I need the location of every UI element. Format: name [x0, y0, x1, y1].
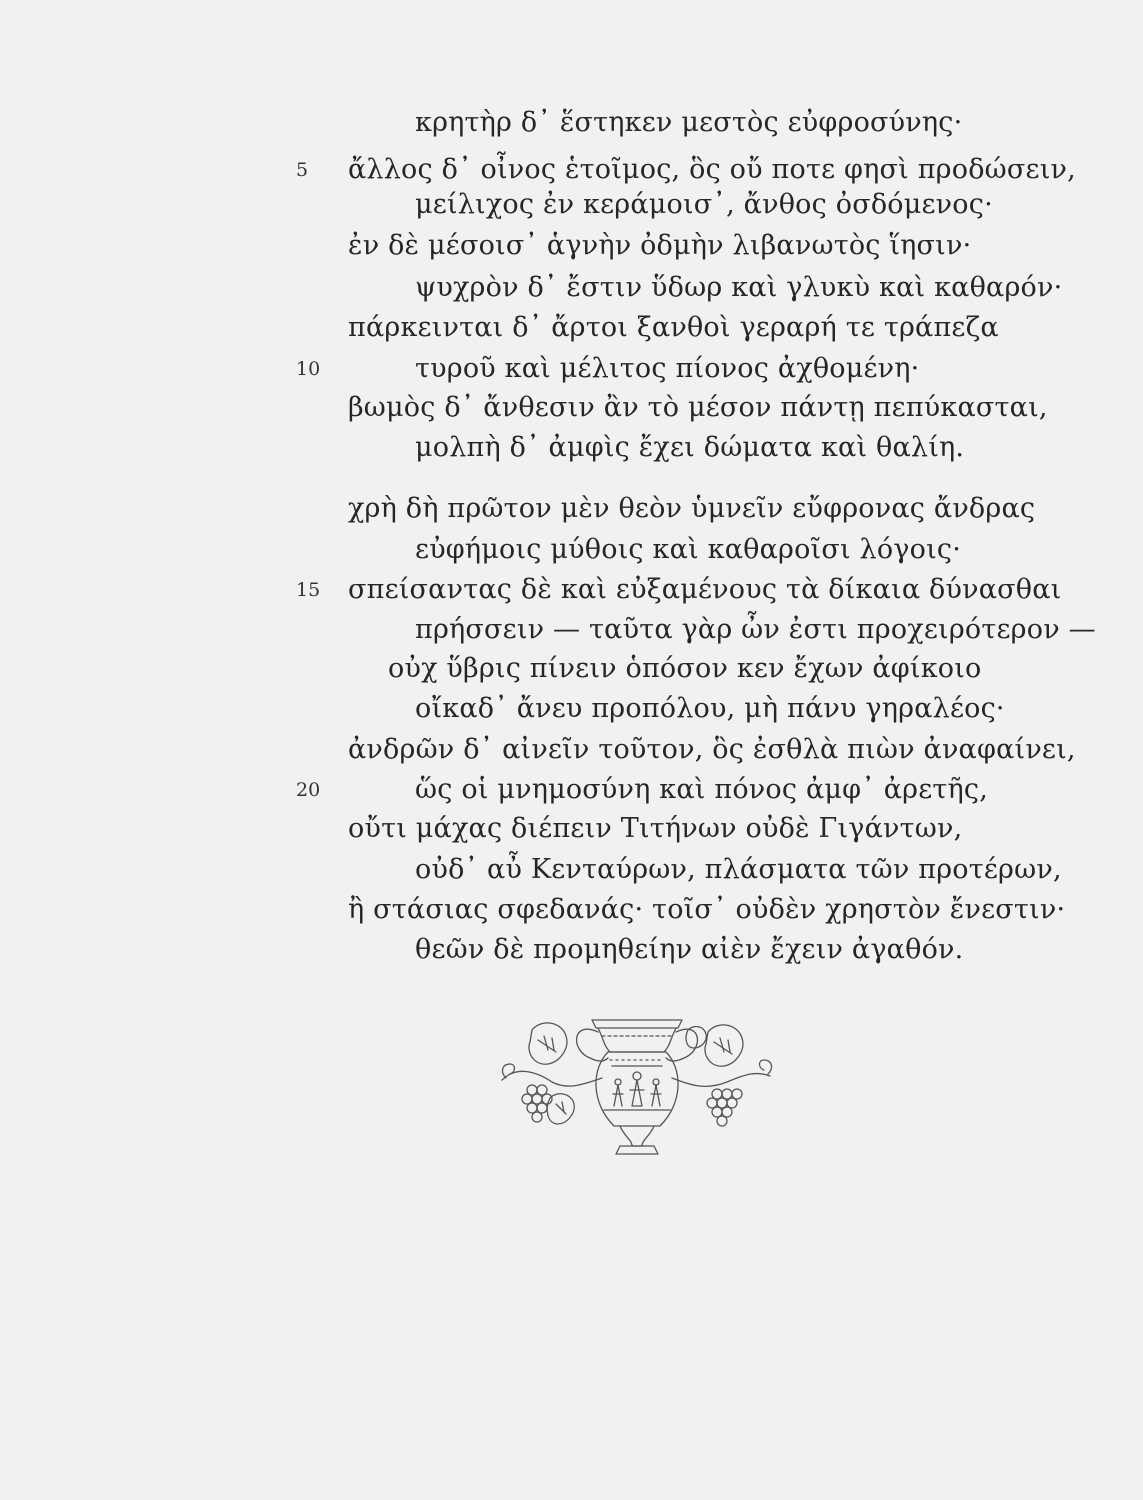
verse-line: θεῶν δὲ προμηθείην αἰὲν ἔχειν ἀγαθόν. [415, 934, 964, 965]
verse-line: εὐφήμοις μύθοις καὶ καθαροῖσι λόγοις· [415, 534, 961, 565]
line-number: 15 [296, 579, 321, 601]
verse-line: ψυχρὸν δ᾽ ἔστιν ὕδωρ καὶ γλυκὺ καὶ καθαρόν· [415, 272, 1063, 303]
verse-line: οἴκαδ᾽ ἄνευ προπόλου, μὴ πάνυ γηραλέος· [415, 693, 1005, 724]
vase-with-vines-icon [492, 1010, 782, 1170]
verse-line: μολπὴ δ᾽ ἀμφὶς ἔχει δώματα καὶ θαλίη. [415, 432, 965, 463]
verse-line: οὔτι μάχας διέπειν Τιτήνων οὐδὲ Γιγάντων, [348, 813, 963, 844]
verse-line: ὥς οἱ μνημοσύνη καὶ πόνος ἀμφ᾽ ἀρετῆς, [415, 774, 989, 805]
verse-line: ἀνδρῶν δ᾽ αἰνεῖν τοῦτον, ὃς ἐσθλὰ πιὼν ἀναφαίνει, [348, 734, 1076, 765]
verse-line: μείλιχος ἐν κεράμοισ᾽, ἄνθος ὀσδόμενος· [415, 189, 993, 220]
verse-line: ἄλλος δ᾽ οἶνος ἑτοῖμος, ὃς οὔ ποτε φησὶ προδώσειν, [348, 154, 1076, 185]
verse-line: οὐχ ὕβρις πίνειν ὁπόσον κεν ἔχων ἀφίκοιο [388, 653, 982, 684]
line-number: 10 [296, 358, 321, 380]
line-number: 20 [296, 779, 321, 801]
verse-line: πρήσσειν — ταῦτα γὰρ ὦν ἐστι προχειρότερον — [415, 614, 1096, 645]
verse-line: βωμὸς δ᾽ ἄνθεσιν ἂν τὸ μέσον πάντῃ πεπύκασται, [348, 392, 1048, 423]
verse-line: τυροῦ καὶ μέλιτος πίονος ἀχθομένη· [415, 353, 920, 384]
verse-line: οὐδ᾽ αὖ Κενταύρων, πλάσματα τῶν προτέρων, [415, 854, 1062, 885]
verse-line: κρητὴρ δ᾽ ἕστηκεν μεστὸς εὐφροσύνης· [415, 107, 963, 138]
verse-line: ἐν δὲ μέσοισ᾽ ἁγνὴν ὀδμὴν λιβανωτὸς ἵησιν· [348, 230, 972, 261]
line-number: 5 [296, 159, 309, 181]
verse-line: χρὴ δὴ πρῶτον μὲν θεὸν ὑμνεῖν εὔφρονας ἄνδρας [348, 493, 1036, 524]
verse-line: ἢ στάσιας σφεδανάς· τοῖσ᾽ οὐδὲν χρηστὸν ἔνεστιν· [348, 894, 1066, 925]
verse-line: σπείσαντας δὲ καὶ εὐξαμένους τὰ δίκαια δύνασθαι [348, 574, 1062, 605]
verse-line: πάρκεινται δ᾽ ἄρτοι ξανθοὶ γεραρή τε τράπεζα [348, 312, 999, 343]
